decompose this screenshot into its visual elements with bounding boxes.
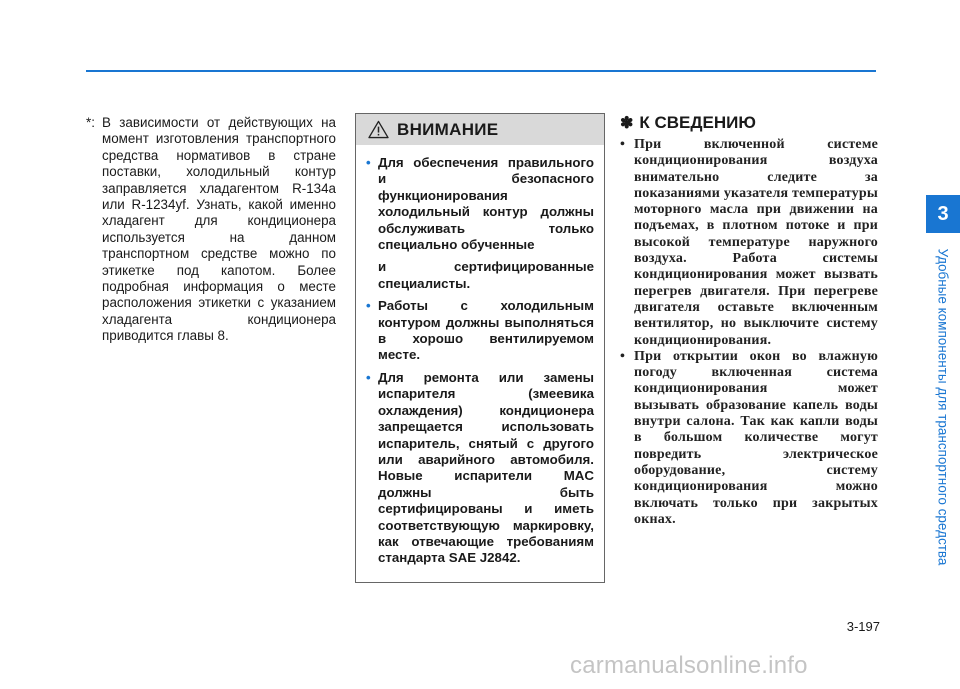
information-item-text: При включенной системе кондиционирования воздуха внимательно следите за показаниями указателя температуры моторного масла при движении на подъемах, в плотном потоке и при высокой температуре наружного воздуха. Работа системы кондиционирования может вызвать перегрев двигателя. При перегреве двигателя оставьте включенным вентилятор, но выключите систему кондиционирования.	[634, 137, 878, 348]
warning-body	[356, 145, 604, 567]
warning-item-text: Работы с холодильным контуром должны выполняться в хорошо вентилируемом месте.	[378, 298, 594, 363]
warning-item-text: Для ремонта или замены испарителя (змеевика охлаждения) кондиционера запрещается использовать испаритель, снятый с другого или аварийного автомобиля. Новые испарители MAC должны быть сертифицированы и иметь соответствующую маркировку, как отвечающие требованиям стандарта SAE J2842.	[378, 369, 594, 566]
asterisk-icon: ✽	[620, 115, 634, 132]
warning-title: ВНИМАНИЕ	[397, 119, 499, 139]
page-number: 3-197	[846, 619, 880, 634]
information-title: К СВЕДЕНИЮ	[639, 113, 756, 132]
information-header	[620, 113, 878, 133]
bullet-icon: •	[366, 155, 371, 170]
information-item	[620, 137, 878, 349]
bullet-icon: •	[620, 137, 625, 152]
warning-item	[366, 370, 594, 567]
warning-triangle-icon	[368, 120, 389, 139]
warning-item	[366, 298, 594, 364]
information-item-text: При открытии окон во влажную погоду включенная система кондиционирования может вызывать образование капель воды внутри салона. Так как капли воды в большом количестве могут повредить электрическое оборудование, систему кондиционирования можно включать только при закрытых окнах.	[634, 348, 878, 527]
top-rule	[86, 70, 876, 72]
bullet-icon: •	[620, 348, 625, 364]
footnote-mark: *:	[86, 115, 95, 130]
footnote-text: В зависимости от действующих на момент изготовления транспортного средства нормативов в стране поставки, холодильный контур заправляется хладагентом R-134a или R-1234yf. Узнать, какой именно хладагент для кондиционера используется на данном транспортном средстве можно по этикетке под капотом. Более подробная информация о месте расположения этикетки с указанием хладагента кондиционера приводится главы 8.	[102, 115, 336, 344]
information-section	[620, 113, 878, 528]
warning-item	[366, 155, 594, 253]
information-list	[620, 137, 878, 528]
warning-item-continuation: и сертифицированные специалисты.	[378, 259, 594, 291]
footnote	[86, 115, 336, 345]
information-item	[620, 349, 878, 528]
watermark: carmanualsonline.info	[570, 652, 808, 679]
warning-box	[355, 113, 605, 583]
bullet-icon: •	[366, 369, 371, 385]
warning-header	[356, 114, 604, 145]
side-caption-text: Удобные компоненты для транспортного средства	[935, 248, 951, 565]
warning-item-text: Для обеспечения правильного и безопасного функционирования холодильный контур должны обслуживать только специально обученные	[378, 155, 594, 253]
bullet-icon: •	[366, 298, 371, 314]
chapter-tab: 3	[926, 195, 960, 233]
side-caption	[935, 244, 951, 569]
